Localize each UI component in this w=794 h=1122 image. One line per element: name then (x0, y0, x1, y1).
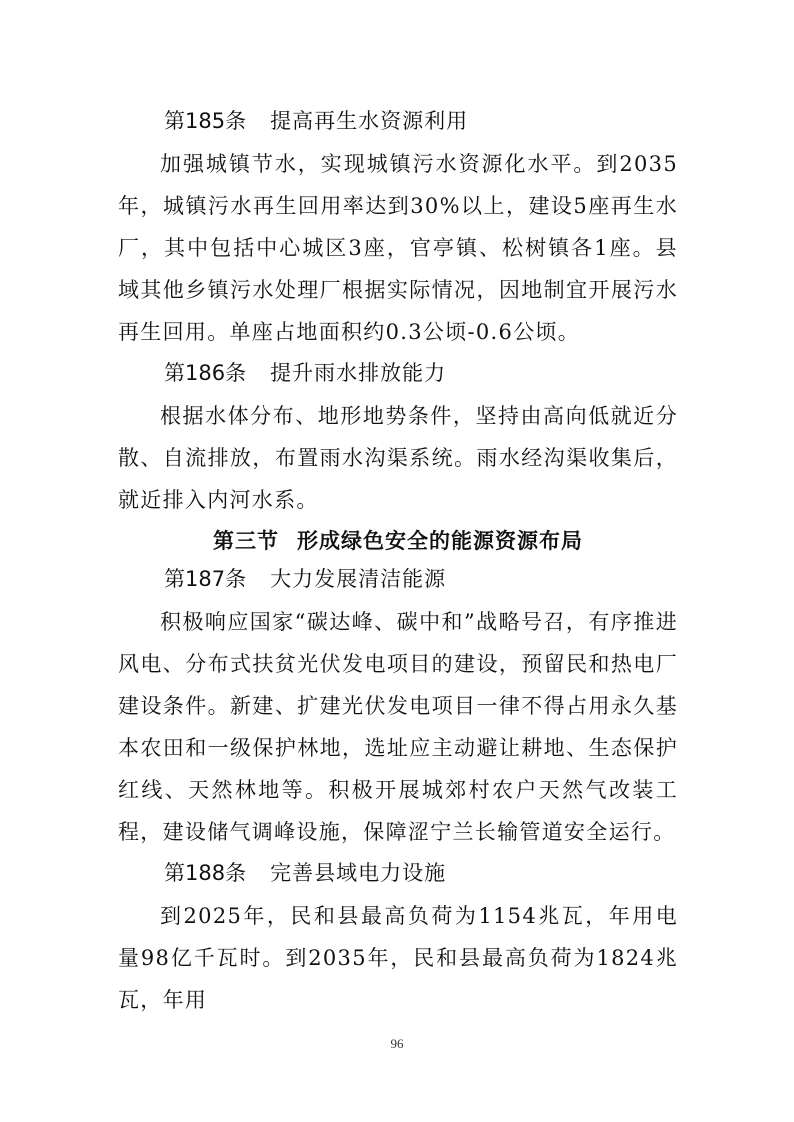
article-heading (118, 103, 678, 139)
article-number: 第185条 (164, 109, 247, 133)
section-title: 形成绿色安全的能源资源布局 (297, 529, 583, 553)
page-content (118, 103, 678, 1021)
article-number: 第187条 (164, 567, 247, 591)
article-title: 完善县域电力设施 (270, 861, 447, 885)
article-body: 到2025年，民和县最高负荷为1154兆瓦，年用电量98亿千瓦时。到2035年，民和县最高负荷为1824兆瓦，年用 (118, 904, 678, 1012)
article-heading (118, 855, 678, 891)
article-body: 积极响应国家“碳达峰、碳中和”战略号召，有序推进风电、分布式扶贫光伏发电项目的建设，预留民和热电厂建设条件。新建、扩建光伏发电项目一律不得占用永久基本农田和一级保护林地，选址应主动避让耕地、生态保护红线、天然林地等。积极开展城郊村农户天然气改装工程，建设储气调峰设施，保障涩宁兰长输管道安全运行。 (118, 610, 678, 844)
article-title: 提高再生水资源利用 (270, 109, 469, 133)
article-number: 第186条 (164, 361, 247, 385)
article-title: 提升雨水排放能力 (270, 361, 447, 385)
article-body: 根据水体分布、地形地势条件，坚持由高向低就近分散、自流排放，布置雨水沟渠系统。雨水经沟渠收集后，就近排入内河水系。 (118, 404, 678, 512)
page-number: 96 (390, 1036, 404, 1051)
article-number: 第188条 (164, 861, 247, 885)
article-heading (118, 355, 678, 391)
article-heading (118, 561, 678, 597)
section-number: 第三节 (213, 529, 279, 553)
article-title: 大力发展清洁能源 (270, 567, 447, 591)
section-heading (118, 523, 678, 559)
article-body: 加强城镇节水，实现城镇污水资源化水平。到2035年，城镇污水再生回用率达到30%以上，建设5座再生水厂，其中包括中心城区3座，官亭镇、松树镇各1座。县域其他乡镇污水处理厂根据实际情况，因地制宜开展污水再生回用。单座占地面积约0.3公顷-0.6公顷。 (118, 152, 678, 344)
